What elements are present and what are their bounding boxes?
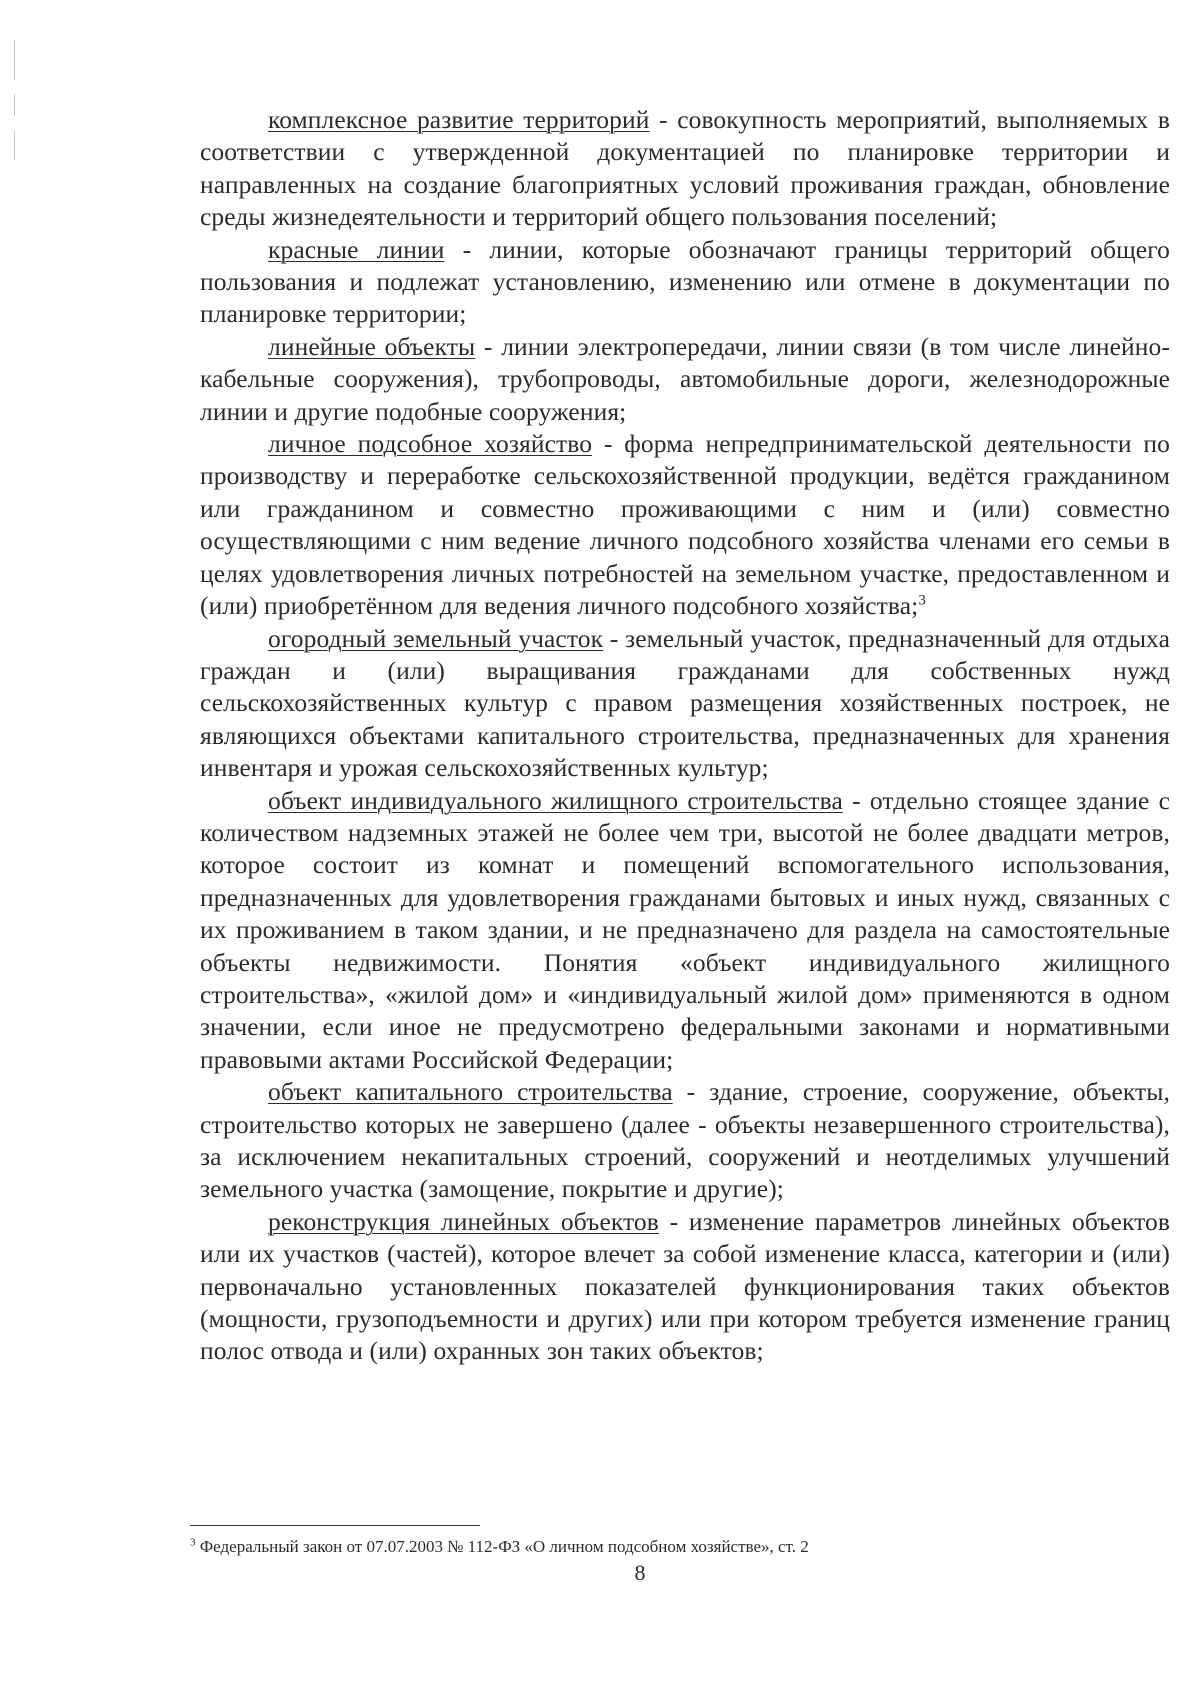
definition-text: - здание, строение, сооружение, объекты, строительство которых не завершено (далее - объекты незавершенного строительства), за исключением некапитальных строений, сооружений и неотделимых улучшений земельного участка (замощение, покрытие и другие); — [200, 1077, 1170, 1204]
definition-paragraph-1 — [200, 104, 1170, 234]
defined-term: личное подсобное хозяйство — [268, 429, 593, 459]
definition-paragraph-2 — [200, 234, 1170, 331]
definitions-list — [200, 104, 1170, 1368]
page-number: 8 — [634, 1560, 646, 1585]
footnote-area — [190, 1525, 1170, 1558]
definition-paragraph-5 — [200, 623, 1170, 785]
definition-text: - отдельно стоящее здание с количеством надземных этажей не более чем три, высотой не более двадцати метров, которое состоит из комнат и помещений вспомогательного использования, предназначенных для удовлетворения гражданами бытовых и иных нужд, связанных с их проживанием в таком здании, и не предназначено для раздела на самостоятельные объекты недвижимости. Понятия «объект индивидуального жилищного строительства», «жилой дом» и «индивидуальный жилой дом» применяются в одном значении, если иное не предусмотрено федеральными законами и нормативными правовыми актами Российской Федерации; — [200, 785, 1170, 1074]
defined-term: комплексное развитие территорий — [268, 105, 650, 134]
scan-margin-marks — [14, 40, 16, 200]
defined-term: красные линии — [268, 234, 445, 264]
footnote-reference: 3 — [918, 592, 926, 609]
footnote-separator — [190, 1525, 480, 1526]
definition-paragraph-7 — [200, 1076, 1170, 1206]
definition-paragraph-3 — [200, 331, 1170, 428]
definition-text: - форма непредпринимательской деятельности по производству и переработке сельскохозяйственной продукции, ведётся гражданином или гражданином и совместно проживающими с ним и (или) совместно осуществляющими с ним ведение личного подсобного хозяйства членами его семьи в целях удовлетворения личных потребностей на земельном участке, предоставленном и (или) приобретённом для ведения личного подсобного хозяйства; — [200, 429, 1170, 621]
definition-paragraph-6 — [200, 785, 1170, 1077]
definition-paragraph-4 — [200, 428, 1170, 622]
definition-text: - изменение параметров линейных объектов или их участков (частей), которое влечет за собой изменение класса, категории и (или) первоначально установленных показателей функционирования таких объектов (мощности, грузоподъемности и других) или при котором требуется изменение границ полос отвода и (или) охранных зон таких объектов; — [200, 1206, 1171, 1366]
defined-term: объект капитального строительства — [268, 1077, 673, 1107]
definition-paragraph-8 — [200, 1206, 1170, 1368]
definition-text: - линии электропередачи, линии связи (в том числе линейно-кабельные сооружения), трубопроводы, автомобильные дороги, железнодорожные линии и другие подобные сооружения; — [200, 331, 1170, 426]
defined-term: реконструкция линейных объектов — [268, 1206, 659, 1236]
footnote-number: 3 — [190, 1536, 196, 1549]
defined-term: огородный земельный участок — [268, 623, 604, 653]
definition-text: - совокупность мероприятий, выполняемых в соответствии с утвержденной документацией по планировке территории и направленных на создание благоприятных условий проживания граждан, обновление среды жизнедеятельности и территорий общего пользования поселений; — [200, 105, 1170, 232]
definition-text: - земельный участок, предназначенный для отдыха граждан и (или) выращивания гражданами для собственных нужд сельскохозяйственных культур с правом размещения хозяйственных построек, не являющихся объектами капитального строительства, предназначенных для хранения инвентаря и урожая сельскохозяйственных культур; — [200, 623, 1170, 783]
definition-text: - линии, которые обозначают границы территорий общего пользования и подлежат установлению, изменению или отмене в документации по планировке территории; — [200, 234, 1170, 329]
defined-term: объект индивидуального жилищного строительства — [268, 785, 843, 815]
defined-term: линейные объекты — [268, 331, 476, 361]
footnote-text: Федеральный закон от 07.07.2003 № 112-ФЗ «О личном подсобном хозяйстве», ст. 2 — [199, 1537, 809, 1556]
footnote — [190, 1536, 1170, 1558]
